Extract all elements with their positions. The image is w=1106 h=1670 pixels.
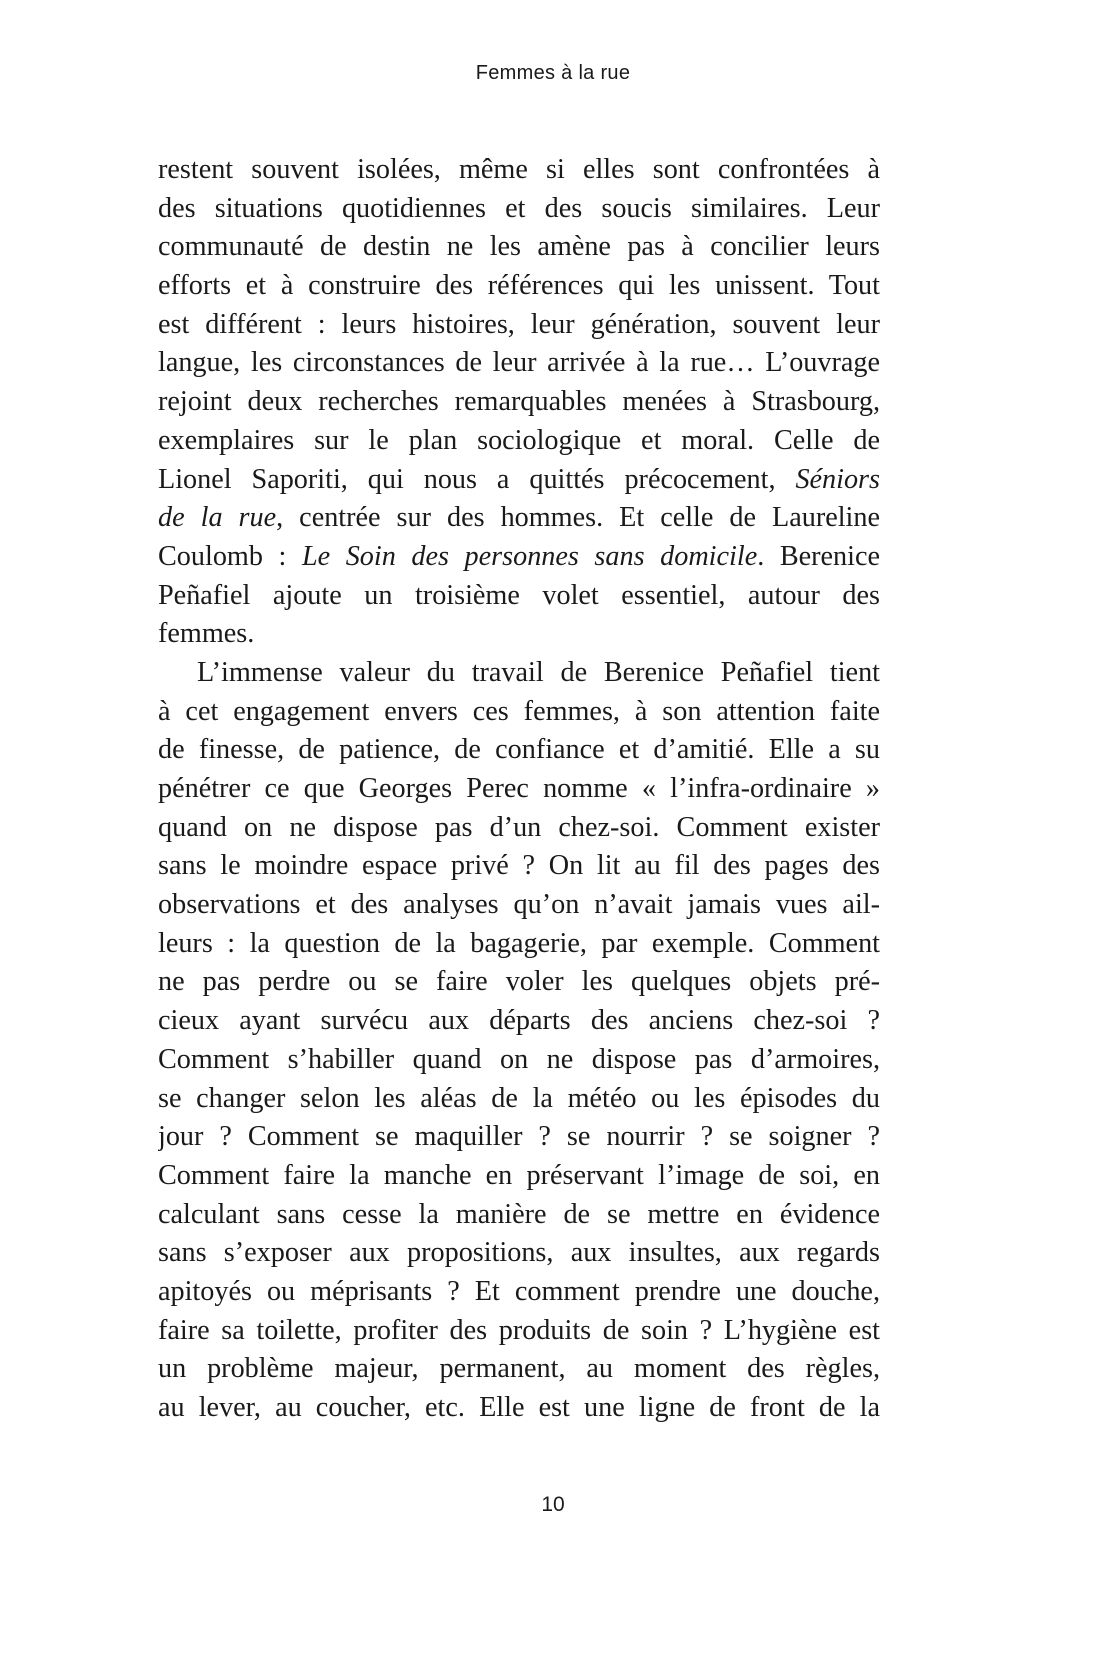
text-line: quand on ne dispose pas d’un chez-soi. Comment exister bbox=[158, 811, 880, 843]
text-line: Lionel Saporiti, qui nous a quittés précocement, Séniors bbox=[158, 463, 880, 495]
running-head: Femmes à la rue bbox=[475, 62, 631, 84]
text-line: Coulomb : Le Soin des personnes sans domicile. Berenice bbox=[158, 540, 880, 572]
text-line: sans s’exposer aux propositions, aux insultes, aux regards bbox=[158, 1237, 880, 1269]
text-line: L’immense valeur du travail de Berenice Peñafiel tient bbox=[197, 656, 880, 688]
text-line: calculant sans cesse la manière de se mettre en évidence bbox=[158, 1198, 880, 1230]
text-line: de la rue, centrée sur des hommes. Et celle de Laureline bbox=[158, 502, 880, 534]
text-line: un problème majeur, permanent, au moment des règles, bbox=[158, 1353, 880, 1385]
text-line: leurs : la question de la bagagerie, par exemple. Comment bbox=[158, 927, 880, 959]
text-line: Comment faire la manche en préservant l’image de soi, en bbox=[158, 1159, 880, 1191]
italic-title: Le Soin des personnes sans domicile bbox=[301, 540, 758, 572]
text-line: faire sa toilette, profiter des produits de soin ? L’hygiène est bbox=[158, 1314, 880, 1346]
text-line: est différent : leurs histoires, leur génération, souvent leur bbox=[158, 308, 880, 340]
text-line: de finesse, de patience, de confiance et d’amitié. Elle a su bbox=[158, 734, 880, 766]
text-line: se changer selon les aléas de la météo ou les épisodes du bbox=[158, 1082, 880, 1114]
text-line: des situations quotidiennes et des soucis similaires. Leur bbox=[158, 192, 880, 224]
text-line: restent souvent isolées, même si elles sont confrontées à bbox=[158, 154, 880, 185]
text-line: ne pas perdre ou se faire voler les quelques objets pré- bbox=[158, 966, 880, 998]
text-line: au lever, au coucher, etc. Elle est une ligne de front de la bbox=[158, 1392, 880, 1423]
italic-title: Séniors bbox=[795, 463, 880, 495]
italic-title: de la rue bbox=[158, 502, 277, 534]
text-line: cieux ayant survécu aux départs des anciens chez-soi ? bbox=[158, 1005, 880, 1037]
text-line: Comment s’habiller quand on ne dispose pas d’armoires, bbox=[158, 1043, 880, 1075]
text-line: sans le moindre espace privé ? On lit au fil des pages des bbox=[158, 850, 880, 882]
text-line: langue, les circonstances de leur arrivée à la rue… L’ouvrage bbox=[158, 347, 880, 379]
text-line: exemplaires sur le plan sociologique et moral. Celle de bbox=[158, 424, 880, 456]
text-line: à cet engagement envers ces femmes, à son attention faite bbox=[158, 695, 880, 727]
text-line: jour ? Comment se maquiller ? se nourrir ? se soigner ? bbox=[158, 1121, 880, 1153]
text-line: pénétrer ce que Georges Perec nomme « l’infra-ordinaire » bbox=[158, 773, 880, 804]
body-text bbox=[158, 151, 880, 1428]
text-line: observations et des analyses qu’on n’avait jamais vues ail- bbox=[158, 889, 880, 921]
text-line: femmes. bbox=[158, 618, 255, 650]
text-line: communauté de destin ne les amène pas à concilier leurs bbox=[158, 231, 880, 263]
text-line: efforts et à construire des références qui les unissent. Tout bbox=[158, 270, 880, 302]
text-line: rejoint deux recherches remarquables menées à Strasbourg, bbox=[158, 386, 880, 418]
page-number: 10 bbox=[541, 1493, 565, 1516]
text-line: Peñafiel ajoute un troisième volet essentiel, autour des bbox=[158, 579, 880, 611]
text-line: apitoyés ou méprisants ? Et comment prendre une douche, bbox=[158, 1275, 880, 1307]
